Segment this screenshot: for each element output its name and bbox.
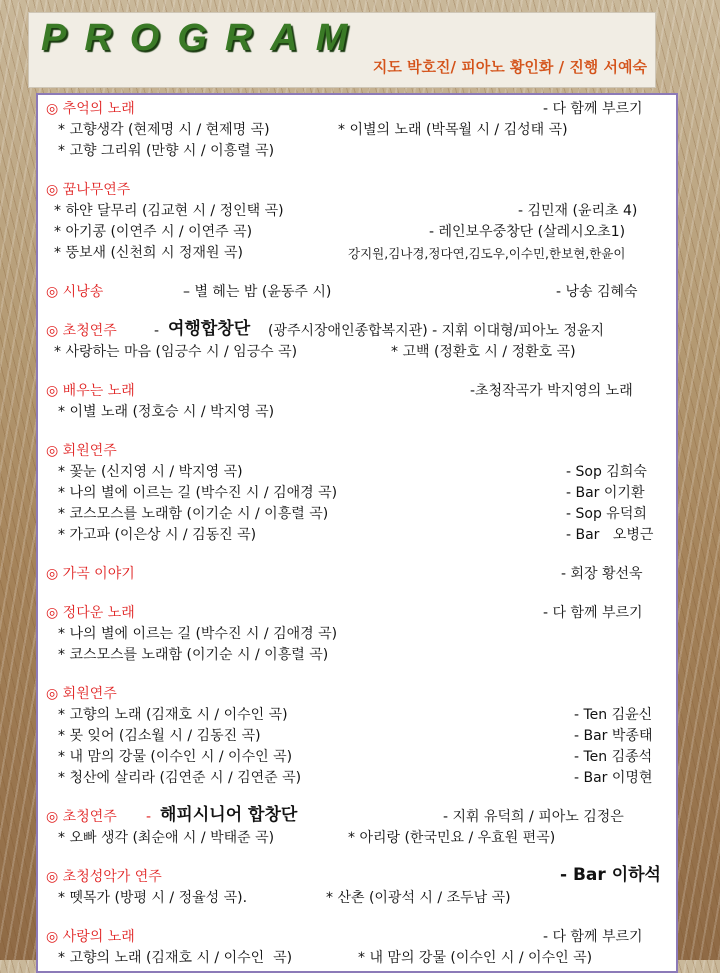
section-title: ◎ 배우는 노래 xyxy=(46,383,135,399)
performer-note: - 낭송 김혜숙 xyxy=(556,284,638,300)
performer-note: -초청작곡가 박지영의 노래 xyxy=(470,383,633,399)
dash: - xyxy=(146,809,152,825)
song-item: * 뚱보새 (신천희 시 정재원 곡) xyxy=(54,245,243,261)
section-title: ◎ 가곡 이야기 xyxy=(46,566,135,582)
song-row xyxy=(46,483,670,504)
section-title-row xyxy=(46,441,670,462)
poem-item: – 별 헤는 밤 (윤동주 시) xyxy=(183,284,332,300)
song-item: * 뗏목가 (방평 시 / 정율성 곡). xyxy=(58,890,248,906)
song-row xyxy=(46,747,670,768)
performer-note: - 레인보우중창단 (살레시오초1) xyxy=(429,224,626,240)
song-item: * 내 맘의 강물 (이수인 시 / 이수인 곡) xyxy=(58,749,293,765)
performer-note: - Bar 이하석 xyxy=(560,865,661,885)
song-row xyxy=(46,525,670,546)
song-item: * 고향의 노래 (김재호 시 / 이수인 곡) xyxy=(58,950,293,966)
section-title: ◎ 꿈나무연주 xyxy=(46,182,131,198)
song-row xyxy=(46,402,670,423)
performer-note: - 김민재 (윤리초 4) xyxy=(518,203,638,219)
performer-note: (광주시장애인종합복지관) - 지휘 이대형/피아노 정윤지 xyxy=(268,323,605,339)
song-row xyxy=(46,828,670,849)
song-item: * 고향의 노래 (김재호 시 / 이수인 곡) xyxy=(58,707,288,723)
section-title-row xyxy=(46,381,670,402)
performer-note: - 다 함께 부르기 xyxy=(543,929,643,945)
section-title: ◎ 초청연주 xyxy=(46,323,117,339)
song-item: * 이별의 노래 (박목월 시 / 김성태 곡) xyxy=(338,122,568,138)
song-item: * 고백 (정환호 시 / 정환호 곡) xyxy=(391,344,576,360)
program-list xyxy=(46,99,670,969)
performer-note: - Ten 김윤신 xyxy=(574,707,653,723)
performer-note: - Bar 이기환 xyxy=(566,485,645,501)
song-item: * 못 잊어 (김소월 시 / 김동진 곡) xyxy=(58,728,261,744)
song-item: * 코스모스를 노래함 (이기순 시 / 이흥렬 곡) xyxy=(58,506,329,522)
section-title: ◎ 초청연주 xyxy=(46,809,117,825)
song-row xyxy=(46,645,670,666)
song-item: * 가고파 (이은상 시 / 김동진 곡) xyxy=(58,527,257,543)
song-item: * 아리랑 (한국민요 / 우효원 편곡) xyxy=(348,830,556,846)
section-title: ◎ 추억의 노래 xyxy=(46,101,135,117)
song-item: * 이별 노래 (정호승 시 / 박지영 곡) xyxy=(58,404,275,420)
song-item: * 아기콩 (이연주 시 / 이연주 곡) xyxy=(54,224,253,240)
song-row xyxy=(46,624,670,645)
section-title: ◎ 사랑의 노래 xyxy=(46,929,135,945)
section-title: ◎ 회원연주 xyxy=(46,443,117,459)
song-item: * 청산에 살리라 (김연준 시 / 김연준 곡) xyxy=(58,770,302,786)
section-title-row xyxy=(46,99,670,120)
song-row xyxy=(46,222,670,243)
performer-note: - Sop 유덕희 xyxy=(566,506,647,522)
song-item: * 코스모스를 노래함 (이기순 시 / 이흥렬 곡) xyxy=(58,647,329,663)
performer-note: - Bar 오병근 xyxy=(566,527,654,543)
performer-note: 강지원,김나경,정다연,김도우,이수민,한보현,한윤이 xyxy=(348,246,626,261)
song-row xyxy=(46,768,670,789)
song-row xyxy=(46,705,670,726)
section-title: ◎ 정다운 노래 xyxy=(46,605,135,621)
song-row xyxy=(46,462,670,483)
song-item: * 사랑하는 마음 (임긍수 시 / 임긍수 곡) xyxy=(54,344,298,360)
section-title-row xyxy=(46,927,670,948)
section-title-row xyxy=(46,564,670,585)
section-title: ◎ 초청성악가 연주 xyxy=(46,869,162,885)
song-row xyxy=(46,201,670,222)
section-title-row xyxy=(46,282,670,303)
section-title-row xyxy=(46,321,670,342)
performer-note: - 회장 황선욱 xyxy=(561,566,643,582)
song-row xyxy=(46,948,670,969)
program-panel xyxy=(36,93,678,973)
song-item: * 나의 별에 이르는 길 (박수진 시 / 김애경 곡) xyxy=(58,485,338,501)
program-header xyxy=(28,12,656,88)
song-item: * 고향생각 (현제명 시 / 현제명 곡) xyxy=(58,122,270,138)
performer-note: - Bar 이명현 xyxy=(574,770,653,786)
section-title-row xyxy=(46,603,670,624)
song-row xyxy=(46,342,670,363)
credits-line: 지도 박호진/ 피아노 황인화 / 진행 서예숙 xyxy=(372,58,647,76)
performer-note: - 지휘 유덕희 / 피아노 김정은 xyxy=(443,809,624,825)
choir-name: 해피시니어 합창단 xyxy=(160,805,298,825)
song-row xyxy=(46,504,670,525)
song-item: * 고향 그리워 (만향 시 / 이흥렬 곡) xyxy=(58,143,275,159)
song-item: * 나의 별에 이르는 길 (박수진 시 / 김애경 곡) xyxy=(58,626,338,642)
song-row xyxy=(46,726,670,747)
performer-note: - Ten 김종석 xyxy=(574,749,653,765)
section-title-row xyxy=(46,867,670,888)
song-item: * 내 맘의 강물 (이수인 시 / 이수인 곡) xyxy=(358,950,593,966)
song-row xyxy=(46,120,670,141)
dash: - xyxy=(154,323,160,339)
song-item: * 오빠 생각 (최순애 시 / 박태준 곡) xyxy=(58,830,275,846)
performer-note: - 다 함께 부르기 xyxy=(543,101,643,117)
section-title-row xyxy=(46,684,670,705)
choir-name: 여행합창단 xyxy=(168,319,251,339)
section-title: ◎ 회원연주 xyxy=(46,686,117,702)
song-item: * 꽃눈 (신지영 시 / 박지영 곡) xyxy=(58,464,243,480)
page-title: PROGRAM xyxy=(41,17,366,59)
section-title-row xyxy=(46,807,670,828)
section-title: ◎ 시낭송 xyxy=(46,284,104,300)
section-title-row xyxy=(46,180,670,201)
song-row xyxy=(46,141,670,162)
song-item: * 하얀 달무리 (김교현 시 / 정인택 곡) xyxy=(54,203,284,219)
song-row xyxy=(46,243,670,264)
song-item: * 산촌 (이광석 시 / 조두남 곡) xyxy=(326,890,511,906)
performer-note: - Sop 김희숙 xyxy=(566,464,647,480)
performer-note: - 다 함께 부르기 xyxy=(543,605,643,621)
song-row xyxy=(46,888,670,909)
performer-note: - Bar 박종태 xyxy=(574,728,653,744)
